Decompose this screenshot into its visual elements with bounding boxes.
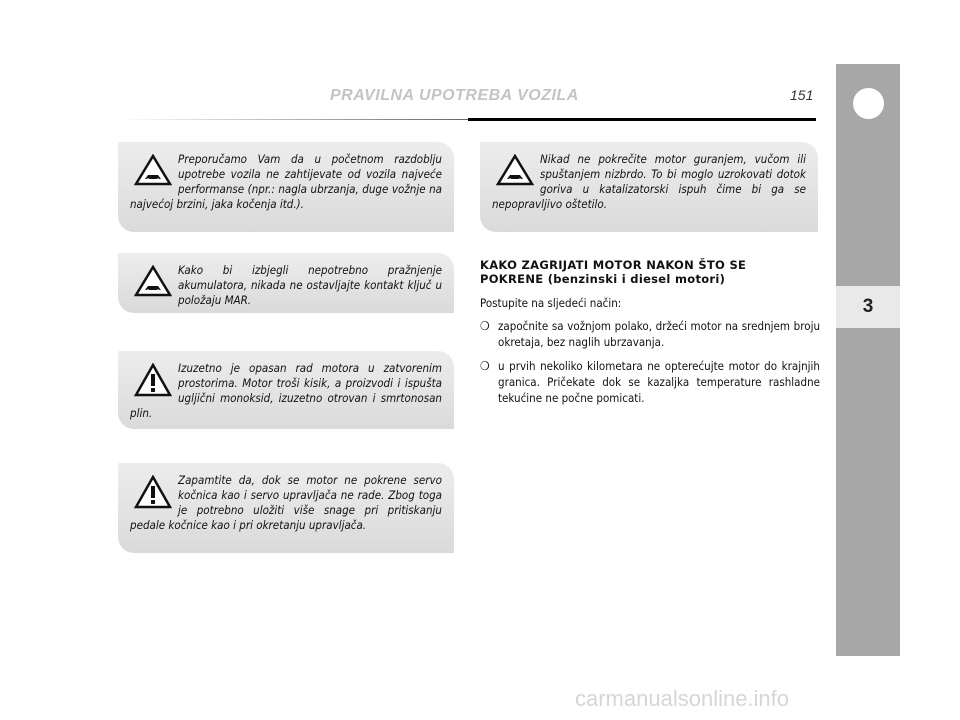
- list-item: [480, 358, 820, 406]
- note-text: Izuzetno je opasan rad motora u zatvorenim prostorima. Motor troši kisik, a proizvodi i ispušta ugljični monoksid, izuzetno otrovan i smrtonosan plin.: [130, 361, 442, 420]
- list-item-text: u prvih nekoliko kilometara ne opterećujte motor do krajnjih granica. Pričekate dok se kazaljka temperature rashladne tekućine ne počne pomicati.: [498, 359, 820, 405]
- note-box-push-start: [480, 142, 818, 232]
- bullet-list: [480, 318, 820, 414]
- header-rule: [468, 118, 816, 121]
- bullet-circle-icon: ❍: [480, 319, 490, 333]
- note-box-performance: [118, 142, 454, 232]
- exclamation-warning-icon: [134, 363, 172, 399]
- note-text: Preporučamo Vam da u početnom razdoblju upotrebe vozila ne zahtijevate od vozila najveće performanse (npr.: nagla ubrzanja, duge vožnje na najvećoj brzini, jaka kočenja itd.).: [130, 152, 442, 211]
- chapter-title: PRAVILNA UPOTREBA VOZILA: [330, 87, 579, 104]
- sidebar-dot: [853, 88, 884, 119]
- exclamation-warning-icon: [134, 475, 172, 511]
- note-text: Kako bi izbjegli nepotrebno pražnjenje akumulatora, nikada ne ostavljajte kontakt ključ u položaju MAR.: [178, 263, 442, 307]
- car-warning-icon: [134, 265, 172, 301]
- bullet-circle-icon: ❍: [480, 359, 490, 373]
- list-item-text: započnite sa vožnjom polako, držeći motor na srednjem broju okretaja, bez naglih ubrzavanja.: [498, 319, 820, 349]
- note-box-carbon-monoxide: [118, 351, 454, 429]
- section-heading: KAKO ZAGRIJATI MOTOR NAKON ŠTO SE POKRENE (benzinski i diesel motori): [480, 258, 747, 286]
- note-text: Zapamtite da, dok se motor ne pokrene servo kočnica kao i servo upravljača ne rade. Zbog toga je potrebno uložiti više snage pri pritiskanju pedale kočnice kao i pri okretanju upravljača.: [130, 473, 442, 532]
- car-warning-icon: [496, 154, 534, 190]
- note-box-battery: [118, 253, 454, 313]
- car-warning-icon: [134, 154, 172, 190]
- header-rule-fade: [120, 119, 468, 120]
- section-intro: Postupite na sljedeći način:: [480, 296, 622, 310]
- watermark: carmanualsonline.info: [575, 686, 790, 711]
- chapter-sidebar: [836, 64, 900, 656]
- list-item: [480, 318, 820, 350]
- note-box-servo: [118, 463, 454, 553]
- note-text: Nikad ne pokrečite motor guranjem, vučom ili spuštanjem nizbrdo. To bi moglo uzrokovati dotok goriva u katalizatorski ispuh čime bi ga se nepopravljivo oštetilo.: [492, 152, 806, 211]
- chapter-tab[interactable]: 3: [836, 286, 900, 328]
- page-number: 151: [790, 87, 814, 103]
